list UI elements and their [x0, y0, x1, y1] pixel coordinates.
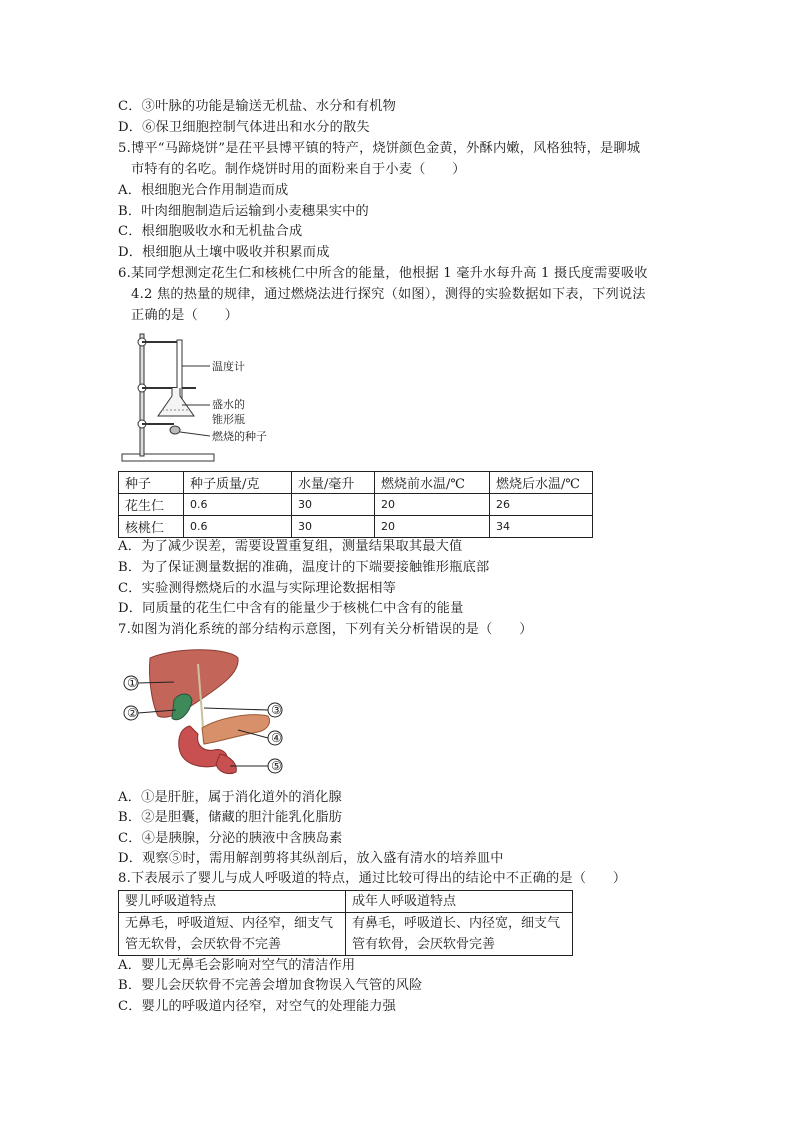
- table-cell: 0.6: [184, 516, 292, 538]
- liver-shape: [149, 650, 238, 718]
- table-cell: 34: [490, 516, 593, 538]
- flask-label-line2: 锥形瓶: [212, 413, 245, 426]
- q7-option-b: B．②是胆囊，储藏的胆汁能乳化脂肪: [118, 810, 343, 825]
- table-row: [119, 516, 593, 538]
- table-header-cell: 种子质量/克: [184, 472, 292, 494]
- table-cell: 核桃仁: [119, 516, 184, 538]
- table-header-row: [119, 472, 593, 494]
- q6-option-a: A．为了减少误差，需要设置重复组，测量结果取其最大值: [118, 539, 463, 554]
- q5-option-a: A．根细胞光合作用制造而成: [118, 183, 289, 198]
- table-cell: 30: [292, 516, 375, 538]
- label-1: ①: [127, 676, 138, 690]
- q5-option-b: B．叶肉细胞制造后运输到小麦穗果实中的: [118, 204, 369, 219]
- q7-stem: 7.如图为消化系统的部分结构示意图，下列有关分析错误的是（ ）: [118, 622, 533, 637]
- thermometer-label: 温度计: [212, 360, 245, 373]
- q6-stem-line2: 4.2 焦的热量的规律，通过燃烧法进行探究（如图），测得的实验数据如下表，下列说法: [131, 287, 646, 302]
- q7-option-d: D．观察⑤时，需用解剖剪将其纵剖后，放入盛有清水的培养皿中: [118, 851, 504, 866]
- q4-option-d: D．⑥保卫细胞控制气体进出和水分的散失: [118, 120, 370, 135]
- pancreas-shape: [202, 715, 270, 744]
- q5-stem-line1: 5.博平“马蹄烧饼”是茌平县博平镇的特产，烧饼颜色金黄，外酥内嫩，风格独特，是聊城: [118, 141, 641, 156]
- table-header-cell: 成年人呼吸道特点: [346, 891, 573, 913]
- q5-option-c: C．根细胞吸收水和无机盐合成: [118, 224, 303, 239]
- table-header-cell: 种子: [119, 472, 184, 494]
- flask-label-line1: 盛水的: [212, 398, 245, 411]
- q8-option-a: A．婴儿无鼻毛会影响对空气的清洁作用: [118, 958, 356, 973]
- table-cell: 20: [375, 516, 490, 538]
- label-4: ④: [271, 731, 282, 745]
- table-header-cell: 燃烧后水温/℃: [490, 472, 593, 494]
- table-row: [119, 494, 593, 516]
- energy-data-table: [118, 471, 593, 538]
- table-cell: 花生仁: [119, 494, 184, 516]
- airway-comparison-table: [118, 890, 573, 956]
- q6-stem-line1: 6.某同学想测定花生仁和核桃仁中所含的能量，他根据 1 毫升水每升高 1 摄氏度需要吸收: [118, 266, 648, 281]
- q6-option-b: B．为了保证测量数据的准确，温度计的下端要接触锥形瓶底部: [118, 560, 490, 575]
- seed-label: 燃烧的种子: [212, 430, 267, 443]
- table-cell: 20: [375, 494, 490, 516]
- table-cell: 26: [490, 494, 593, 516]
- q8-option-c: C．婴儿的呼吸道内径窄，对空气的处理能力强: [118, 999, 397, 1014]
- label-2: ②: [127, 706, 138, 720]
- q7-option-a: A．①是肝脏，属于消化道外的消化腺: [118, 790, 342, 805]
- q8-stem: 8.下表展示了婴儿与成人呼吸道的特点，通过比较可得出的结论中不正确的是（ ）: [118, 871, 627, 886]
- q6-stem-line3: 正确的是（ ）: [131, 308, 239, 323]
- table-cell: 无鼻毛，呼吸道短、内径窄，细支气管无软骨，会厌软骨不完善: [119, 913, 346, 956]
- digestive-system-figure: [118, 644, 298, 780]
- q7-option-c: C．④是胰腺，分泌的胰液中含胰岛素: [118, 831, 343, 846]
- table-row: [119, 913, 573, 956]
- table-cell: 有鼻毛，呼吸道长、内径宽，细支气管有软骨，会厌软骨完善: [346, 913, 573, 956]
- combustion-apparatus-figure: [118, 330, 288, 465]
- table-header-cell: 水量/毫升: [292, 472, 375, 494]
- small-intestine-shape: [216, 754, 236, 774]
- q4-option-c: C．③叶脉的功能是输送无机盐、水分和有机物: [118, 99, 397, 114]
- table-cell: 30: [292, 494, 375, 516]
- q6-option-d: D．同质量的花生仁中含有的能量少于核桃仁中含有的能量: [118, 601, 464, 616]
- label-5: ⑤: [271, 759, 282, 773]
- q5-option-d: D．根细胞从土壤中吸收并积累而成: [118, 245, 330, 260]
- q8-option-b: B．婴儿会厌软骨不完善会增加食物误入气管的风险: [118, 978, 423, 993]
- table-cell: 0.6: [184, 494, 292, 516]
- q6-option-c: C．实验测得燃烧后的水温与实际理论数据相等: [118, 581, 397, 596]
- q5-stem-line2: 市特有的名吃。制作烧饼时用的面粉来自于小麦（ ）: [131, 162, 466, 177]
- table-header-cell: 婴儿呼吸道特点: [119, 891, 346, 913]
- table-header-row: [119, 891, 573, 913]
- label-3: ③: [271, 703, 282, 717]
- table-header-cell: 燃烧前水温/℃: [375, 472, 490, 494]
